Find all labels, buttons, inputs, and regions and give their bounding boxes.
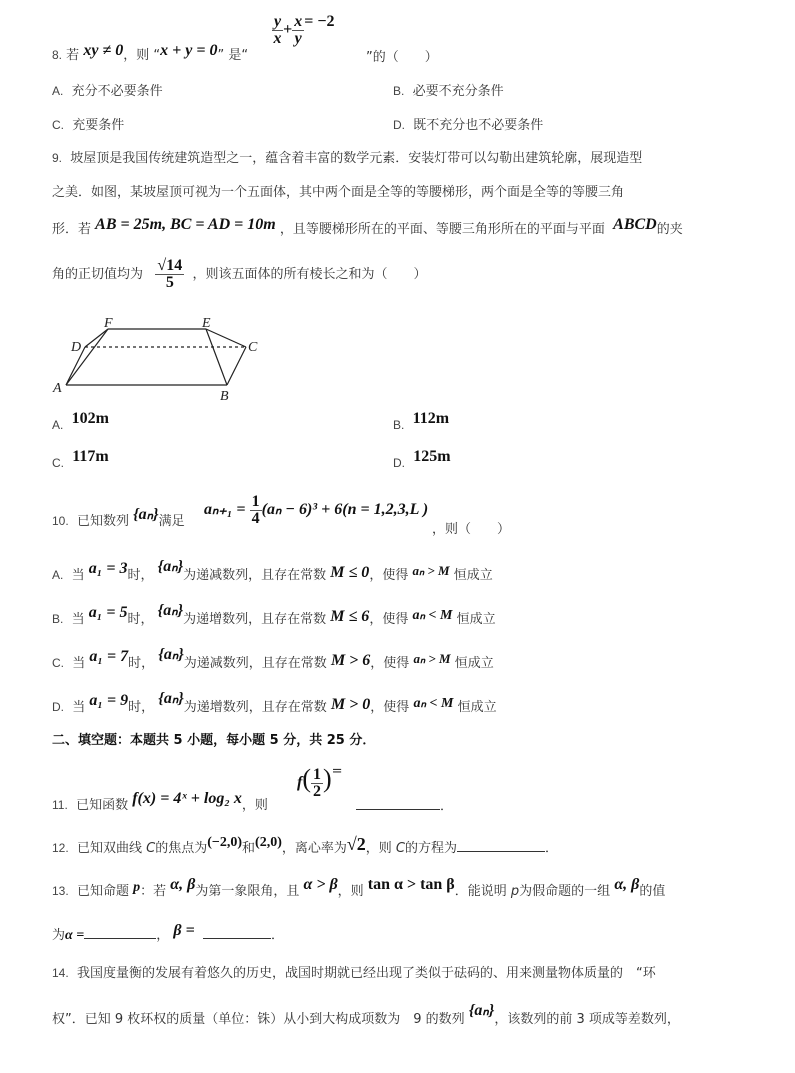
q9-option-d: D. 125m (393, 448, 451, 470)
vertex-label-f: F (104, 316, 113, 331)
vertex-label-c: C (248, 340, 258, 355)
q8-option-b: B. 必要不充分条件 (393, 84, 504, 99)
q9-line-2: 之美．如图，某坡屋顶可视为一个五面体，其中两个面是全等的等腰梯形，两个面是全等的等腰三角 (52, 185, 625, 200)
question-number: 9. (52, 151, 63, 165)
vertex-label-e: E (202, 316, 211, 331)
edge-BC (227, 347, 246, 385)
q9-line-1: 9. 坡屋顶是我国传统建筑造型之一，蕴含着丰富的数学元素．安装灯带可以勾勒出建筑轮廓，展现造型 (52, 151, 643, 166)
q10-option-a: A. 当 a₁ = 3时， {aₙ}为递减数列，且存在常数 M ≤ 0，使得 aₙ > M 恒成立 (52, 558, 493, 583)
question-number: 12. (52, 841, 69, 855)
section-heading-fill-in-blank: 二、填空题：本题共 5 小题，每小题 5 分，共 25 分． (52, 733, 376, 748)
q9-option-c: C. 117m (52, 448, 109, 470)
q8-stem: 8. 若 xy ≠ 0，则 “x + y = 0” 是“ (52, 42, 249, 63)
edge-AF (66, 329, 108, 385)
q9-line-3: 形．若 AB = 25m, BC = AD = 10m ，且等腰梯形所在的平面、等腰三角形所在的平面与平面 ABCD的夹 (52, 216, 683, 237)
question-number: 10. (52, 514, 69, 528)
q11-f-of-half: f( $\frac{1}{2}$ )= (297, 764, 343, 800)
answer-blank[interactable] (356, 797, 440, 810)
q14-line-2: 权”．已知 9 枚环权的质量（单位：铢）从小到大构成项数为 9 的数列 {aₙ}，该数列的前 3 项成等差数列， (52, 1002, 680, 1027)
answer-blank[interactable] (457, 839, 545, 852)
q13-line-2: 为α = ， β = ． (52, 922, 284, 943)
q10-stem-end: ，则（ ） (432, 522, 511, 537)
q13-line-1: 13. 已知命题 p：若 α, β为第一象限角，且 α > β，则 tan α > tan β．能说明 p为假命题的一组 α, β的值 (52, 876, 666, 899)
q10-option-d: D. 当 a₁ = 9时， {aₙ}为递增数列，且存在常数 M > 0，使得 aₙ < M 恒成立 (52, 690, 497, 715)
q9-option-b: B. 112m (393, 410, 450, 432)
vertex-label-b: B (220, 389, 229, 404)
question-number: 11. (52, 798, 68, 812)
q8-frac-y-over-x: $\frac{y}{x}$ (273, 13, 282, 47)
q10-option-c: C. 当 a₁ = 7时， {aₙ}为递减数列，且存在常数 M > 6，使得 aₙ > M 恒成立 (52, 646, 494, 671)
answer-blank-alpha[interactable] (84, 926, 156, 939)
vertex-label-a: A (53, 381, 62, 396)
vertex-label-d: D (71, 340, 82, 355)
q11-stem: 11. 已知函数 f(x) = 4ˣ + log₂ x，则 (52, 790, 268, 813)
q10-option-b: B. 当 a₁ = 5时， {aₙ}为递增数列，且存在常数 M ≤ 6，使得 aₙ < M 恒成立 (52, 602, 496, 627)
q8-stem-end: ”的（ ） (366, 50, 438, 65)
q11-answer-blank[interactable]: ． (356, 795, 453, 814)
q9-line-4: 角的正切值均为 $\frac{√14}{5}$ ，则该五面体的所有棱长之和为（ ） (52, 257, 427, 291)
q9-fraction-sqrt14-over-5: $\frac{√14}{5}$ (157, 257, 183, 291)
question-number: 14. (52, 966, 69, 980)
q11-frac-one-half: $\frac{1}{2}$ (313, 766, 321, 800)
q8-frac-x-over-y: $\frac{x}{y}$ (294, 13, 303, 47)
q10-stem: 10. 已知数列 {aₙ}满足 (52, 506, 185, 529)
q8-option-a: A. 充分不必要条件 (52, 84, 163, 99)
q12-stem: 12. 已知双曲线 C的焦点为(−2,0)和(2,0)，离心率为√2，则 C的方程为 ． (52, 834, 559, 856)
q8-fraction-expression: $\frac{y}{x}$ + $\frac{x}{y}$ = −2 (273, 13, 335, 47)
answer-blank-beta[interactable] (203, 926, 271, 939)
question-number: 8. (52, 48, 63, 62)
q10-recurrence-formula: aₙ₊₁ = $\frac{1}{4}$ (aₙ − 6)³ + 6(n = 1,2,3,L ) (204, 493, 429, 527)
q8-option-d: D. 既不充分也不必要条件 (393, 118, 544, 133)
q9-option-a: A. 102m (52, 410, 109, 432)
question-number: 13. (52, 884, 69, 898)
q8-option-c: C. 充要条件 (52, 118, 125, 133)
q14-line-1: 14. 我国度量衡的发展有着悠久的历史，战国时期就已经出现了类似于砝码的、用来测量物体质量的 “环 (52, 966, 656, 981)
q10-frac-one-quarter: $\frac{1}{4}$ (251, 493, 260, 527)
